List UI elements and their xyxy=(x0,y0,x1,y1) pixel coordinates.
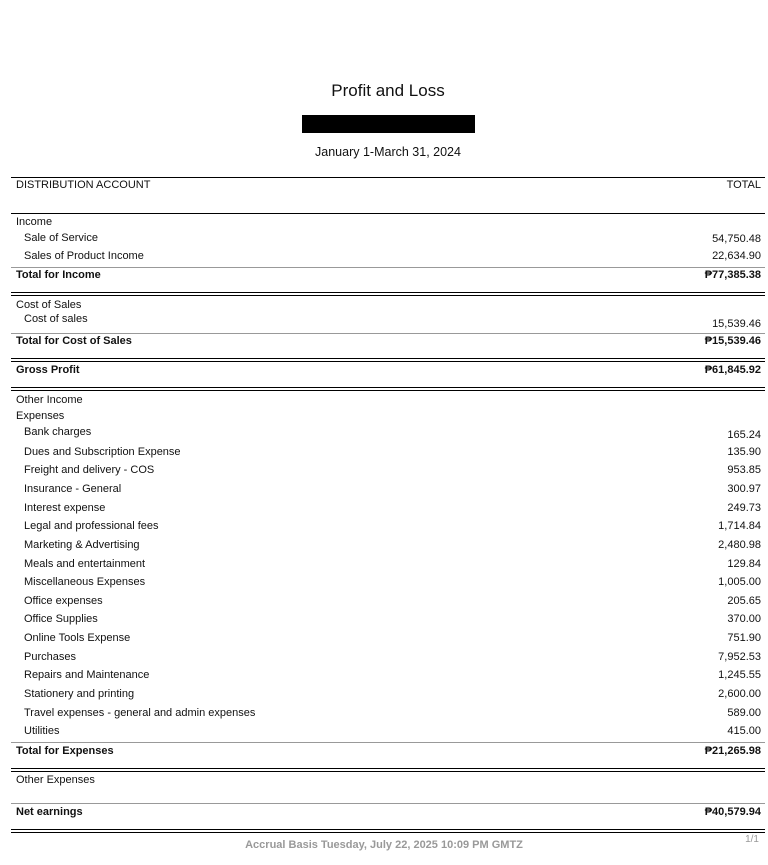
table-row xyxy=(11,250,761,266)
double-rule xyxy=(11,387,765,391)
account-label: Office expenses xyxy=(24,595,103,607)
account-label: Legal and professional fees xyxy=(24,520,159,532)
income-total-value: ₱77,385.38 xyxy=(704,269,761,281)
account-value: 22,634.90 xyxy=(712,250,761,262)
table-row xyxy=(11,502,761,518)
table-row xyxy=(11,707,761,723)
income-total-row xyxy=(11,269,761,285)
report-footer: Accrual Basis Tuesday, July 22, 2025 10:09 PM GMTZ xyxy=(245,839,523,851)
account-label: Dues and Subscription Expense xyxy=(24,446,181,458)
account-label: Stationery and printing xyxy=(24,688,135,700)
account-value: 751.90 xyxy=(727,632,761,644)
account-label: Repairs and Maintenance xyxy=(24,669,150,681)
income-heading: Income xyxy=(16,216,53,228)
table-row xyxy=(11,688,761,704)
rule xyxy=(11,803,765,804)
account-value: 165.24 xyxy=(727,429,761,441)
account-value: 54,750.48 xyxy=(712,233,761,245)
account-value: 2,480.98 xyxy=(718,539,761,551)
account-label: Purchases xyxy=(24,651,76,663)
double-rule xyxy=(11,358,765,362)
account-label: Online Tools Expense xyxy=(24,632,131,644)
page-indicator: 1/1 xyxy=(745,834,759,845)
table-row xyxy=(11,483,761,499)
account-value: 589.00 xyxy=(727,707,761,719)
column-header-account[interactable]: DISTRIBUTION ACCOUNT xyxy=(16,179,151,191)
account-label: Travel expenses - general and admin expenses xyxy=(24,707,256,719)
account-label: Sale of Service xyxy=(24,232,98,244)
account-value: 129.84 xyxy=(727,558,761,570)
net-earnings-row xyxy=(11,806,761,822)
account-value: 2,600.00 xyxy=(718,688,761,700)
account-value: 300.97 xyxy=(727,483,761,495)
cost-of-sales-heading: Cost of Sales xyxy=(16,299,82,311)
expenses-heading: Expenses xyxy=(16,410,65,422)
redacted-company-name xyxy=(302,115,475,133)
table-row xyxy=(11,632,761,648)
expenses-total-label: Total for Expenses xyxy=(16,745,114,757)
account-label: Cost of sales xyxy=(24,313,88,325)
account-value: 135.90 xyxy=(727,446,761,458)
double-rule xyxy=(11,829,765,833)
account-label: Freight and delivery - COS xyxy=(24,464,155,476)
account-value: 1,245.55 xyxy=(718,669,761,681)
gross-profit-row xyxy=(11,364,761,380)
expenses-heading-row xyxy=(11,410,761,426)
column-header-row xyxy=(11,179,761,195)
account-label: Utilities xyxy=(24,725,60,737)
column-header-total[interactable]: TOTAL xyxy=(726,179,761,191)
header-bottom-rule xyxy=(11,213,765,214)
account-value: 953.85 xyxy=(727,464,761,476)
account-label: Meals and entertainment xyxy=(24,558,146,570)
table-row xyxy=(11,232,761,248)
account-value: 205.65 xyxy=(727,595,761,607)
table-row xyxy=(11,520,761,536)
rule xyxy=(11,742,765,743)
account-value: 370.00 xyxy=(727,613,761,625)
double-rule xyxy=(11,292,765,296)
income-total-label: Total for Income xyxy=(16,269,101,281)
account-label: Office Supplies xyxy=(24,613,98,625)
table-row xyxy=(11,595,761,611)
other-expenses-heading: Other Expenses xyxy=(16,774,95,786)
gross-profit-label: Gross Profit xyxy=(16,364,80,376)
header-top-rule xyxy=(11,177,765,178)
table-row xyxy=(11,613,761,629)
other-income-heading: Other Income xyxy=(16,394,83,406)
double-rule xyxy=(11,768,765,772)
rule xyxy=(11,267,765,268)
table-row xyxy=(11,539,761,555)
table-row xyxy=(11,313,761,329)
report-title: Profit and Loss xyxy=(331,81,445,100)
income-heading-row xyxy=(11,216,761,232)
account-label: Sales of Product Income xyxy=(24,250,144,262)
cost-of-sales-total-value: ₱15,539.46 xyxy=(704,335,761,347)
account-value: 7,952.53 xyxy=(718,651,761,663)
account-label: Interest expense xyxy=(24,502,106,514)
account-value: 1,005.00 xyxy=(718,576,761,588)
account-label: Marketing & Advertising xyxy=(24,539,140,551)
account-label: Bank charges xyxy=(24,426,92,438)
table-row xyxy=(11,446,761,462)
expenses-total-row xyxy=(11,745,761,761)
table-row xyxy=(11,725,761,741)
account-value: 1,714.84 xyxy=(718,520,761,532)
cost-of-sales-total-label: Total for Cost of Sales xyxy=(16,335,132,347)
table-row xyxy=(11,576,761,592)
account-value: 15,539.46 xyxy=(712,318,761,330)
other-expenses-heading-row xyxy=(11,774,761,790)
expenses-total-value: ₱21,265.98 xyxy=(704,745,761,757)
table-row xyxy=(11,558,761,574)
cost-of-sales-total-row xyxy=(11,335,761,351)
table-row xyxy=(11,426,761,442)
table-row xyxy=(11,669,761,685)
rule xyxy=(11,333,765,334)
account-value: 415.00 xyxy=(727,725,761,737)
report-period: January 1-March 31, 2024 xyxy=(315,145,461,159)
gross-profit-value: ₱61,845.92 xyxy=(704,364,761,376)
net-earnings-label: Net earnings xyxy=(16,806,83,818)
account-label: Miscellaneous Expenses xyxy=(24,576,146,588)
account-label: Insurance - General xyxy=(24,483,122,495)
account-value: 249.73 xyxy=(727,502,761,514)
other-income-heading-row xyxy=(11,394,761,410)
net-earnings-value: ₱40,579.94 xyxy=(704,806,761,818)
table-row xyxy=(11,651,761,667)
table-row xyxy=(11,464,761,480)
